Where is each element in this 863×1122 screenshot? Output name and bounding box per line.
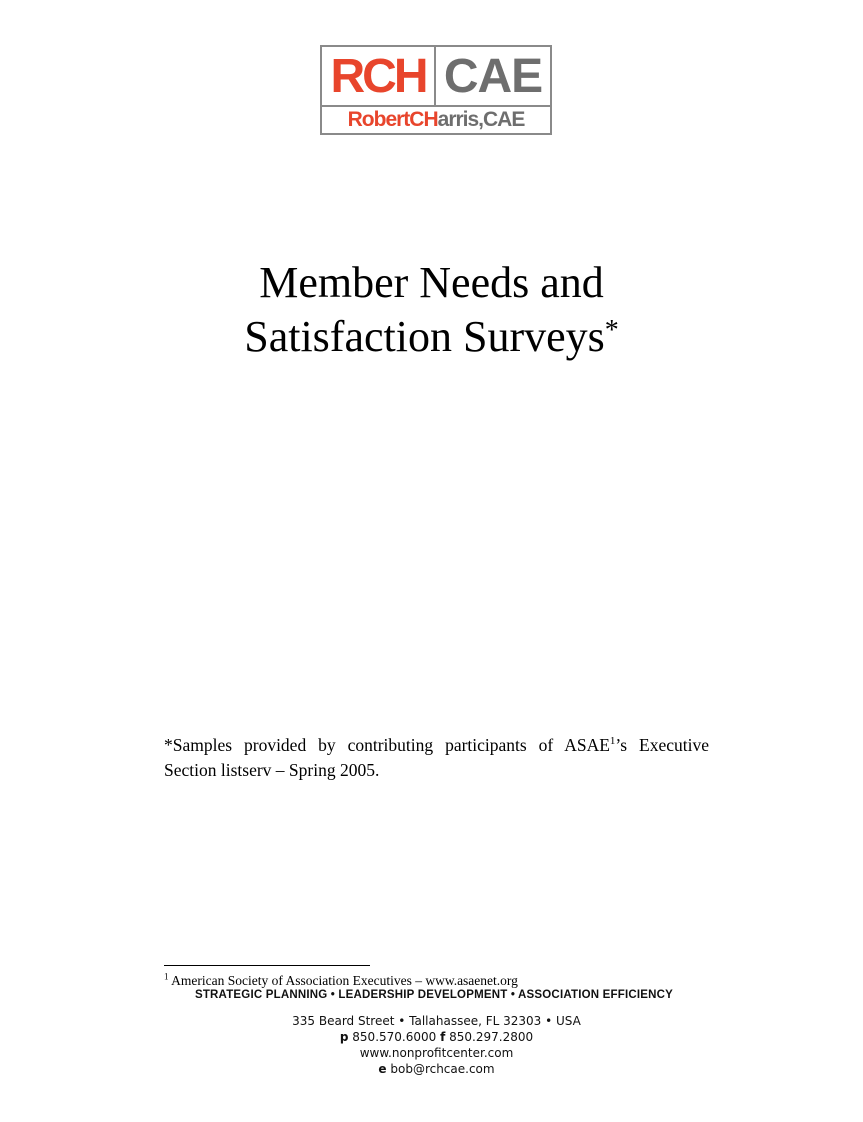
email-address: bob@rchcae.com xyxy=(386,1062,495,1076)
footnote-divider xyxy=(164,965,370,966)
note-text-after: ’s Executive Section listserv – Spring 2005. xyxy=(164,735,709,780)
footer-website: www.nonprofitcenter.com xyxy=(359,1046,514,1060)
footnote-text: American Society of Association Executives – www.asaenet.org xyxy=(168,973,518,988)
footnote xyxy=(164,973,518,989)
footer-address: 335 Beard Street • Tallahassee, FL 32303 • USA xyxy=(292,1014,581,1028)
fax-label: f xyxy=(440,1030,446,1044)
title-line-2-text: Satisfaction Surveys xyxy=(244,312,605,361)
samples-note xyxy=(164,733,709,783)
logo-name-part-2: CH xyxy=(409,108,438,131)
logo-cae-text: CAE xyxy=(443,49,543,103)
email-label: e xyxy=(378,1062,387,1076)
logo-rch-text: RCH xyxy=(322,47,436,105)
document-title xyxy=(0,256,863,364)
logo-top xyxy=(322,47,550,105)
footnote-number: 1 xyxy=(164,971,169,982)
fax-number: 850.297.2800 xyxy=(445,1030,534,1044)
footer-tagline: STRATEGIC PLANNING • LEADERSHIP DEVELOPMENT • ASSOCIATION EFFICIENCY xyxy=(194,989,674,1001)
logo-name xyxy=(322,105,550,133)
title-asterisk: * xyxy=(604,315,619,346)
note-footnote-ref: 1 xyxy=(609,735,616,748)
title-line-2 xyxy=(0,310,863,364)
phone-number: 850.570.6000 xyxy=(348,1030,441,1044)
phone-label: p xyxy=(339,1030,349,1044)
title-line-1: Member Needs and xyxy=(259,258,604,307)
footer-email xyxy=(0,1062,863,1076)
logo-name-part-1: Robert xyxy=(347,108,410,131)
note-text-before: *Samples provided by contributing participants of ASAE xyxy=(164,735,610,755)
logo-name-part-3: arris,CAE xyxy=(437,108,525,131)
rch-cae-logo xyxy=(320,45,552,135)
footer-phone-fax xyxy=(0,1030,863,1044)
